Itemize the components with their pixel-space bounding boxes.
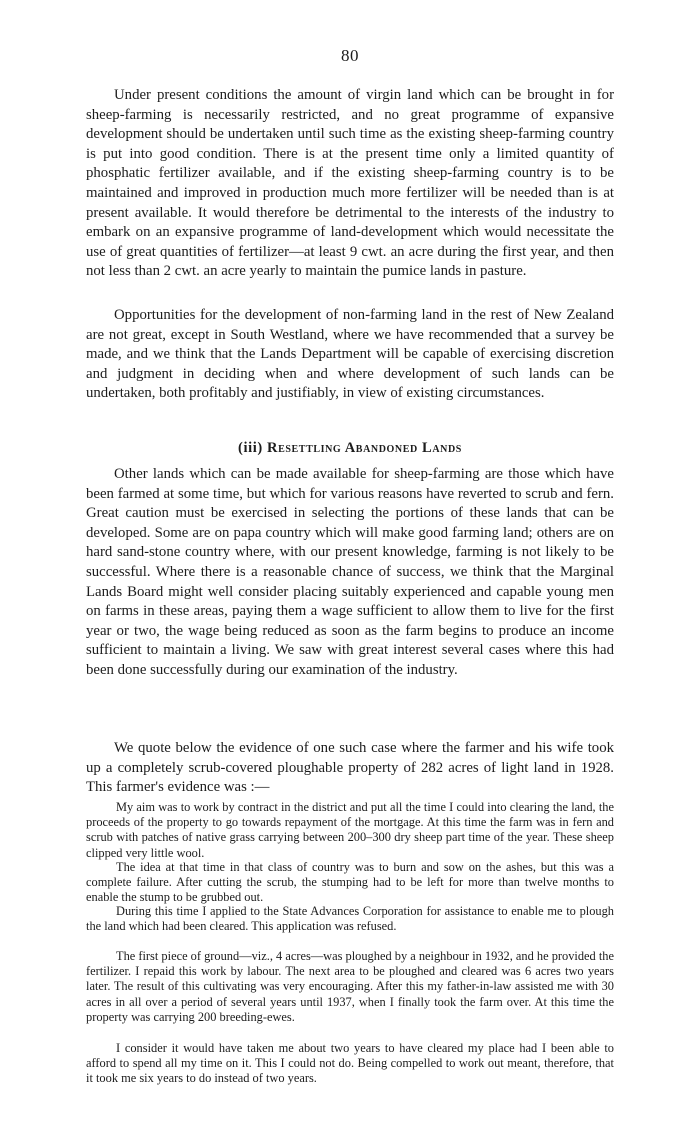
section-title: Resettling Abandoned Lands [267, 440, 462, 456]
paragraph-virgin-land: Under present conditions the amount of virgin land which can be brought in for sheep-farming is necessarily restricted, and no great programme of expansive development should be undertaken until such time as the existing sheep-farming country is put into good condition. There is at the present time only a limited quantity of phosphatic fertilizer available, and if the existing sheep-farming country is to be maintained and improved in production much more fertilizer will be needed than is at present available. It would therefore be detrimental to the interests of the industry to embark on an expansive programme of land-development which would necessitate the use of great quantities of fertilizer—at least 9 cwt. an acre during the first year, and then not less than 2 cwt. an acre yearly to maintain the pumice lands in pasture. [86, 87, 614, 280]
quoted-evidence-paragraph: I consider it would have taken me about two years to have cleared my place had I been able to afford to spend all my time on it. This I could not do. Being compelled to work out meant, therefore, that it took me six years to do instead of two years. [86, 1041, 614, 1086]
paragraph-abandoned-lands: Other lands which can be made available for sheep-farming are those which have been farmed at some time, but which for various reasons have reverted to scrub and fern. Great caution must be exercised in selecting the portions of these lands that can be developed. Some are on papa country which will make good farming land; others are on hard sand-stone country where, with our present knowledge, farming is not likely to be successful. Where there is a reasonable chance of success, we think that the Marginal Lands Board might well consider placing suitably experienced and capable young men on farms in these areas, paying them a wage sufficient to allow them to live for the first year or two, the wage being reduced as soon as the farm begins to produce an income sufficient to maintain a living. We saw with great interest several cases where this had been done successfully during our examination of the industry. [86, 466, 614, 678]
section-number: (iii) [238, 440, 263, 456]
quoted-evidence-paragraph: My aim was to work by contract in the district and put all the time I could into clearing the land, the proceeds of the property to go towards repayment of the mortgage. At this time the farm was in fern and scrub with patches of native grass carrying between 200–300 dry sheep part time of the year. These sheep clipped very little wool. [86, 800, 614, 860]
quoted-evidence-paragraph: The idea at that time in that class of country was to burn and sow on the ashes, but this was a complete failure. After cutting the scrub, the stumping had to be left for more than twelve months to enable the stump to be grubbed out. [86, 860, 614, 905]
quoted-evidence-paragraph: The first piece of ground—viz., 4 acres—was ploughed by a neighbour in 1932, and he provided the fertilizer. I repaid this work by labour. The next area to be ploughed and cleared was 6 acres two years later. The result of this cultivating was very encouraging. After this my father-in-law assisted me with 30 acres in all over a period of several years until 1937, when I finally took the farm over. At this time the property was carrying 200 breeding-ewes. [86, 949, 614, 1024]
quoted-evidence-paragraph: During this time I applied to the State Advances Corporation for assistance to enable me to plough the land which had been cleared. This application was refused. [86, 904, 614, 934]
paragraph-non-farming-land: Opportunities for the development of non-farming land in the rest of New Zealand are not great, except in South Westland, where we have recommended that a survey be made, and we think that the Lands Department will be capable of exercising discretion and judgment in deciding when and where development of such lands can be undertaken, both profitably and justifiably, in view of existing circumstances. [86, 307, 614, 402]
page-number: 80 [341, 46, 359, 65]
section-heading [86, 440, 614, 457]
paragraph-evidence-intro: We quote below the evidence of one such case where the farmer and his wife took up a completely scrub-covered ploughable property of 282 acres of light land in 1928. This farmer's evidence was :— [86, 740, 614, 796]
